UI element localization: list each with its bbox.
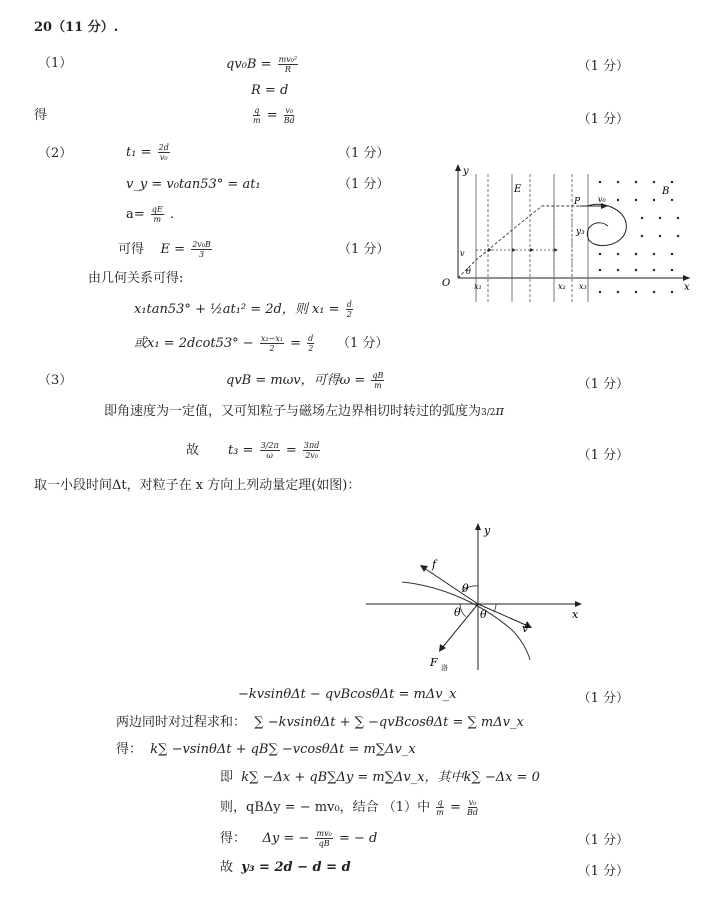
part2-a: a= $\frac{qE}{m}$ . — [126, 205, 175, 224]
part3-label: （3） — [38, 373, 73, 388]
momentum-y3: 故 y₃ = 2d − d = d — [220, 860, 351, 875]
fig2-theta-2: θ — [454, 606, 461, 619]
label-v0: v₀ — [598, 195, 606, 204]
eq1-lhs: qv₀B = — [226, 57, 272, 72]
circular-arc — [587, 204, 626, 245]
force-figure — [362, 520, 592, 675]
part1-de-label: 得 — [34, 108, 48, 123]
b-field-dots — [599, 181, 679, 293]
fig2-y-label: y — [484, 524, 491, 537]
part2-score-1: （1 分） — [338, 146, 390, 161]
label-x1: x₁ — [474, 282, 482, 291]
part1-eq1 — [226, 55, 300, 74]
part2-score-3: （1 分） — [338, 242, 390, 257]
momentum-intro: 取一小段时间Δt，对粒子在 x 方向上列动量定理(如图)： — [34, 478, 361, 493]
momentum-eq1: −kvsinθΔt − qvBcosθΔt = mΔv_x — [238, 687, 457, 702]
part3-eq: qvB = mωv，可得ω = $\frac{qB}{m}$ — [226, 371, 384, 390]
label-y3: y₃ — [576, 227, 585, 237]
label-v: v — [460, 249, 465, 258]
fig2-F-sub: 洛 — [441, 664, 448, 672]
label-theta: θ — [466, 267, 471, 276]
part2-x1eq: x₁tan53° + ½at₁² = 2d，则 x₁ = $\frac{d}{2}$ — [134, 300, 352, 319]
fig2-f-label: f — [432, 558, 437, 571]
momentum-score-2: （1 分） — [577, 833, 629, 848]
part2-alt: 或x₁ = 2dcot53° − $\frac{\text{x₂−x₁}}{2}$ = $\frac{d}{2}$ （1 分） — [134, 334, 389, 353]
y-axis-label: y — [463, 166, 469, 177]
part2-geo: 由几何关系可得: — [88, 271, 184, 286]
label-P: P — [574, 197, 581, 207]
part3-desc: 即角速度为一定值，又可知粒子与磁场左边界相切时转过的弧度为3/2π — [104, 404, 505, 419]
part2-E: 可得 E = $\frac{\text{2v₀B}}{3}$ — [118, 240, 211, 259]
label-E: E — [514, 184, 522, 195]
part3-score-2: （1 分） — [577, 448, 629, 463]
momentum-score-3: （1 分） — [577, 864, 629, 879]
fig2-v-label: v — [522, 622, 529, 635]
origin-label: O — [442, 278, 451, 289]
fig2-x-label: x — [572, 608, 579, 621]
momentum-score-1: （1 分） — [577, 691, 629, 706]
momentum-ze: 则，qBΔy = − mv₀，结合 （1）中 $\frac{q}{m}$ = $\frac{\text{v₀}}{Bd}$ — [220, 798, 478, 817]
trajectory-figure — [432, 160, 694, 310]
part3-t3: 故 t₃ = $\frac{3/2\pi}{\omega}$ = $\frac{3\pi d}{\text{2v₀}}$ — [186, 441, 320, 460]
part2-label: （2） — [38, 146, 73, 161]
part2-vy: v_y = v₀tan53° = at₁ — [126, 177, 261, 192]
momentum-dy: 得： Δy = − $\frac{\text{mv₀}}{qB}$ = − d — [220, 829, 378, 848]
part2-score-2: （1 分） — [338, 177, 390, 192]
part1-eq3: $\frac{q}{m}$ = $\frac{\text{v₀}}{Bd}$ — [253, 106, 295, 125]
fig2-F-label: F — [430, 656, 438, 669]
part2-t1: t₁ = $\frac{2d}{\text{v₀}}$ — [126, 143, 169, 162]
momentum-eq3: 即 k∑ −Δx + qB∑Δy = m∑Δv_x，其中k∑ −Δx = 0 — [220, 770, 540, 785]
eq1-fraction: $\frac{\text{mv₀²}}{R}$ — [278, 55, 298, 74]
label-x2: x₂ — [558, 282, 566, 291]
momentum-sum: 两边同时对过程求和： ∑ −kvsinθΔt + ∑ −qvBcosθΔt = ∑ mΔv_x — [116, 715, 524, 730]
part1-label: （1） — [38, 56, 73, 71]
part3-score-1: （1 分） — [577, 377, 629, 392]
label-x3: x₃ — [579, 282, 587, 291]
problem-title: 20（11 分）. — [34, 20, 119, 35]
part1-score-1: （1 分） — [577, 59, 629, 74]
x-axis-label: x — [684, 282, 690, 293]
part1-eq2: R = d — [251, 83, 289, 98]
momentum-eq2: 得： k∑ −vsinθΔt + qB∑ −vcosθΔt = m∑Δv_x — [116, 742, 416, 757]
label-B: B — [662, 186, 670, 197]
fig2-theta-3: θ — [480, 608, 487, 621]
part1-score-2: （1 分） — [577, 112, 629, 127]
fig2-theta-1: θ — [462, 582, 469, 595]
friction-arrow — [424, 568, 478, 604]
